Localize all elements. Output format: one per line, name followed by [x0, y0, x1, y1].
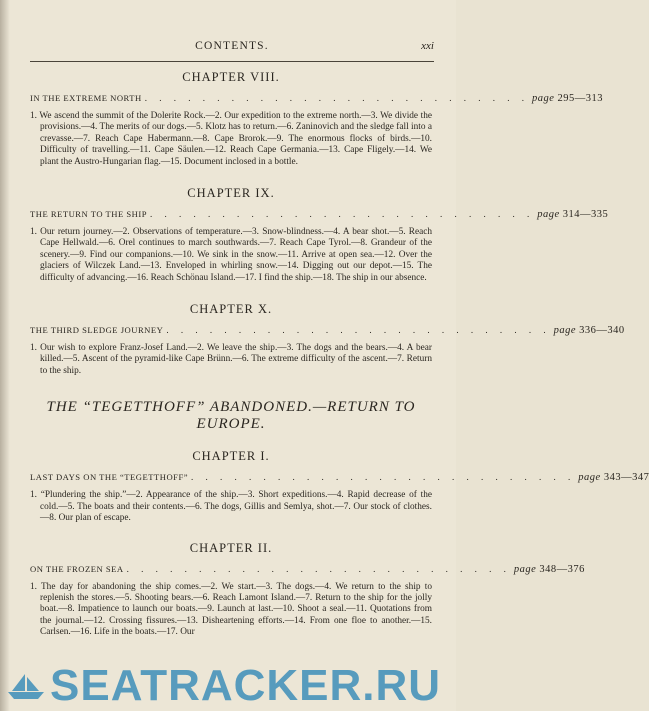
part-title: THE “TEGETTHOFF” ABANDONED.—RETURN TO EUROPE. [46, 399, 416, 433]
chapter-heading: CHAPTER X. [189, 302, 273, 317]
page-spine-shadow [0, 0, 10, 711]
header-rule [30, 61, 434, 62]
chapter-heading: CHAPTER VIII. [182, 70, 280, 84]
page-numbers: 295—313 [557, 93, 604, 104]
contents-body [30, 70, 649, 639]
chapter-entry [30, 302, 625, 377]
chapter-summary: 1. Our wish to explore Franz-Josef Land.—2. We leave the ship.—3. The dogs and the bears.—4. A bear killed.—5. Ascent of the pyramid-like Cape Brünn.—6. The extreme difficulty of the ascent.—7. Return to the ship. [30, 343, 432, 376]
page-range [554, 325, 625, 336]
leader-dots: . . . . . . . . . . . . . . . . . . . . . . . . . . . [166, 325, 551, 336]
page-label: page [513, 563, 537, 575]
watermark [0, 661, 456, 711]
chapter-title-line [30, 209, 609, 221]
page-label: page [553, 325, 577, 337]
running-head-title: CONTENTS. [195, 40, 269, 52]
ship-logo-icon [6, 672, 46, 700]
chapter-title: IN THE EXTREME NORTH [30, 93, 142, 103]
leader-dots: . . . . . . . . . . . . . . . . . . . . . . . . . . . [150, 209, 535, 220]
chapter-heading: CHAPTER IX. [187, 186, 275, 201]
page-range [578, 472, 649, 483]
running-head [30, 40, 434, 56]
chapter-entry [30, 70, 604, 168]
chapter-summary: 1. We ascend the summit of the Dolerite Rock.—2. Our expedition to the extreme north.—3. We divide the provisions.—4. The merits of our dogs.—5. Klotz has to return.—6. Zaninovich and the sledge fall into a crevasse.—7. Reach Cape Habermann.—8. Cape Brorok.—9. The enormous flocks of birds.—10. Difficulty of travelling.—11. Cape Säulen.—12. Reach Cape Germania.—13. Cape Fligely.—14. We plant the Austro-Hungarian flag.—15. Document inclosed in a bottle. [30, 111, 432, 167]
chapter-summary: 1. “Plundering the ship.”—2. Appearance of the ship.—3. Short expeditions.—4. Rapid decrease of the cold.—5. The boats and their contents.—6. The dogs, Gillis and Semlya, shot.—7. Our stock of clothes.—8. Our plan of escape. [30, 490, 432, 524]
page-numbers: 336—340 [579, 325, 625, 337]
watermark-text: SEATRACKER.RU [50, 661, 442, 710]
chapter-title: LAST DAYS ON THE “TEGETTHOFF” [30, 472, 189, 483]
chapter-summary: 1. Our return journey.—2. Observations of temperature.—3. Snow-blindness.—4. A bear shot.—5. Reach Cape Hellwald.—6. Orel continues to march southwards.—7. Reach Cape Tyrol.—8. Grandeur of the scenery.—9. Find our companions.—10. We sink in the snow.—11. Arrive at open sea.—12. Over the glaciers of Wilczek Land.—13. Enveloped in whirling snow.—14. Digging out our depot.—15. The difficulty of advancing.—16. Reach Schönau Island.—17. I find the ship.—18. The ship in our absence. [30, 227, 432, 283]
page-label: page [578, 472, 601, 484]
page-range [537, 209, 608, 220]
page-numbers: 348—376 [539, 563, 585, 575]
chapter-title-line [30, 563, 585, 575]
chapter-title-line [30, 472, 649, 484]
chapter-title-line [30, 93, 604, 104]
page-range [532, 93, 603, 104]
page-label: page [537, 209, 560, 221]
chapter-title: THE RETURN TO THE SHIP [30, 209, 147, 220]
page-numbers: 343—347 [603, 472, 649, 484]
page-label: page [531, 93, 555, 104]
leader-dots: . . . . . . . . . . . . . . . . . . . . . . . . . . . [144, 93, 529, 103]
leader-dots: . . . . . . . . . . . . . . . . . . . . . . . . . . . [126, 563, 511, 574]
page-numbers: 314—335 [562, 209, 609, 221]
chapter-title-line [30, 325, 625, 337]
chapter-heading: CHAPTER II. [189, 540, 273, 555]
chapter-summary: 1. The day for abandoning the ship comes.—2. We start.—3. The dogs.—4. We return to the ship to replenish the stores.—5. Shooting bears.—6. Reach Lamont Island.—7. Return to the ship for the jolly boat.—8. Impatience to launch our boats.—9. Launch at last.—10. Shoot a seal.—11. Quotations from the journal.—12. Crossing fissures.—13. Disheartening efforts.—14. From one floe to another.—15. Carlsen.—16. Life in the boats.—17. Our [30, 581, 432, 638]
chapter-entry [30, 449, 649, 524]
leader-dots: . . . . . . . . . . . . . . . . . . . . . . . . . . . [191, 472, 576, 483]
chapter-title: ON THE FROZEN SEA [30, 563, 124, 574]
chapter-title: THE THIRD SLEDGE JOURNEY [30, 325, 164, 336]
page-range [514, 564, 585, 575]
chapter-entry [30, 540, 585, 639]
chapter-heading: CHAPTER I. [192, 449, 270, 464]
running-head-page-number: xxi [421, 40, 434, 52]
chapter-entry [30, 186, 609, 284]
